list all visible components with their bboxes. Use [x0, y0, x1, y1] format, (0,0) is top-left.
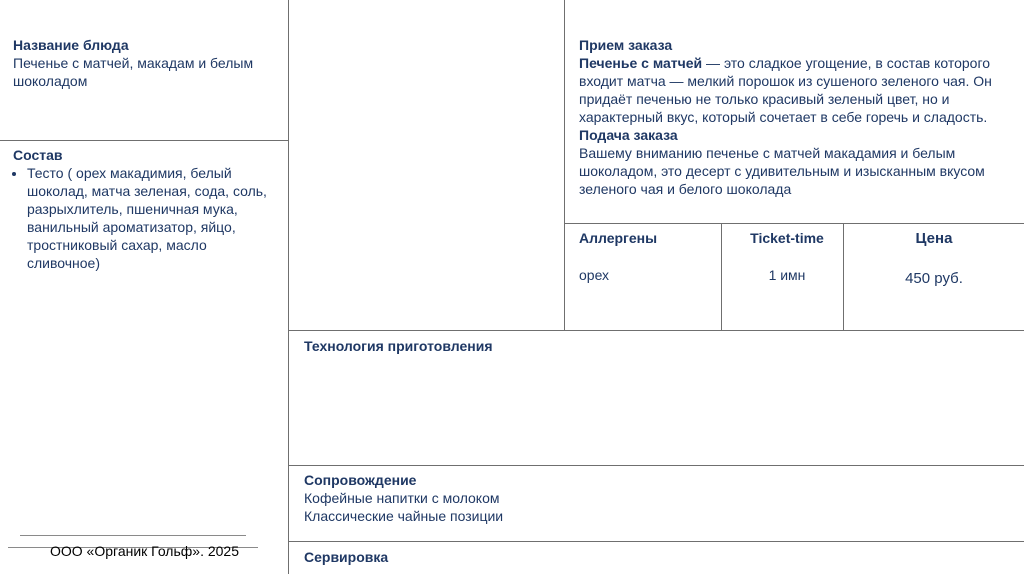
divider-mid-column — [564, 0, 565, 330]
composition-title: Состав — [13, 147, 63, 163]
divider-order-info — [564, 223, 1024, 224]
ticket-block — [722, 229, 852, 284]
accompaniment-item: Классические чайные позиции — [304, 508, 504, 524]
allergens-value: орех — [579, 267, 610, 283]
divider-dish-composition — [0, 140, 288, 141]
order-title: Прием заказа — [579, 37, 673, 53]
order-lead-bold: Печенье с матчей — [579, 55, 703, 71]
composition-item: • Тесто ( орех макадимия, белый шоколад, матча зеленая, сода, соль, разрыхлитель, пшеничная мука, ванильный ароматизатор, яйцо, тростниковый сахар, масло сливочное) — [27, 164, 275, 272]
order-lead-rest: — это сладкое угощение, в состав которого входит матча — мелкий порошок из сушеного зеленого чая. Он придаёт печенью не только красивый зеленый цвет, но и характерный вкус, который сочетает в себе горечь и сладость. — [579, 55, 992, 125]
ticket-value: 1 имн — [768, 267, 806, 283]
divider-serving-top — [288, 541, 1024, 542]
divider-tech-top — [288, 330, 1024, 331]
order-description — [579, 54, 1004, 126]
ticket-title: Ticket-time — [750, 230, 824, 246]
price-block — [844, 230, 1024, 288]
accompaniment-title: Сопровождение — [304, 472, 417, 488]
accompaniment-block — [304, 471, 904, 525]
composition-list — [13, 164, 275, 272]
serve-text: Вашему вниманию печенье с матчей макадамия и белым шоколадом, это десерт с удивительным и изысканным вкусом зеленого чая и белого шоколада — [579, 145, 985, 197]
accompaniment-item: Кофейные напитки с молоком — [304, 490, 500, 506]
dish-name: Печенье с матчей, макадам и белым шоколадом — [13, 55, 254, 89]
footer-rule-top — [20, 535, 246, 536]
order-block — [579, 36, 1004, 198]
dish-title: Название блюда — [13, 37, 129, 53]
composition-block — [13, 146, 275, 272]
allergens-block — [579, 229, 714, 284]
dish-block — [13, 36, 283, 90]
serving-title: Сервировка — [304, 549, 389, 565]
technology-title: Технология приготовления — [304, 338, 493, 354]
divider-accompaniment-top — [288, 465, 1024, 466]
footer-company: ООО «Органик Гольф». 2025 — [50, 543, 239, 559]
price-title: Цена — [915, 230, 953, 247]
divider-left-column — [288, 0, 289, 574]
allergens-title: Аллергены — [579, 230, 658, 246]
serve-title: Подача заказа — [579, 127, 678, 143]
price-value: 450 руб. — [905, 270, 963, 287]
